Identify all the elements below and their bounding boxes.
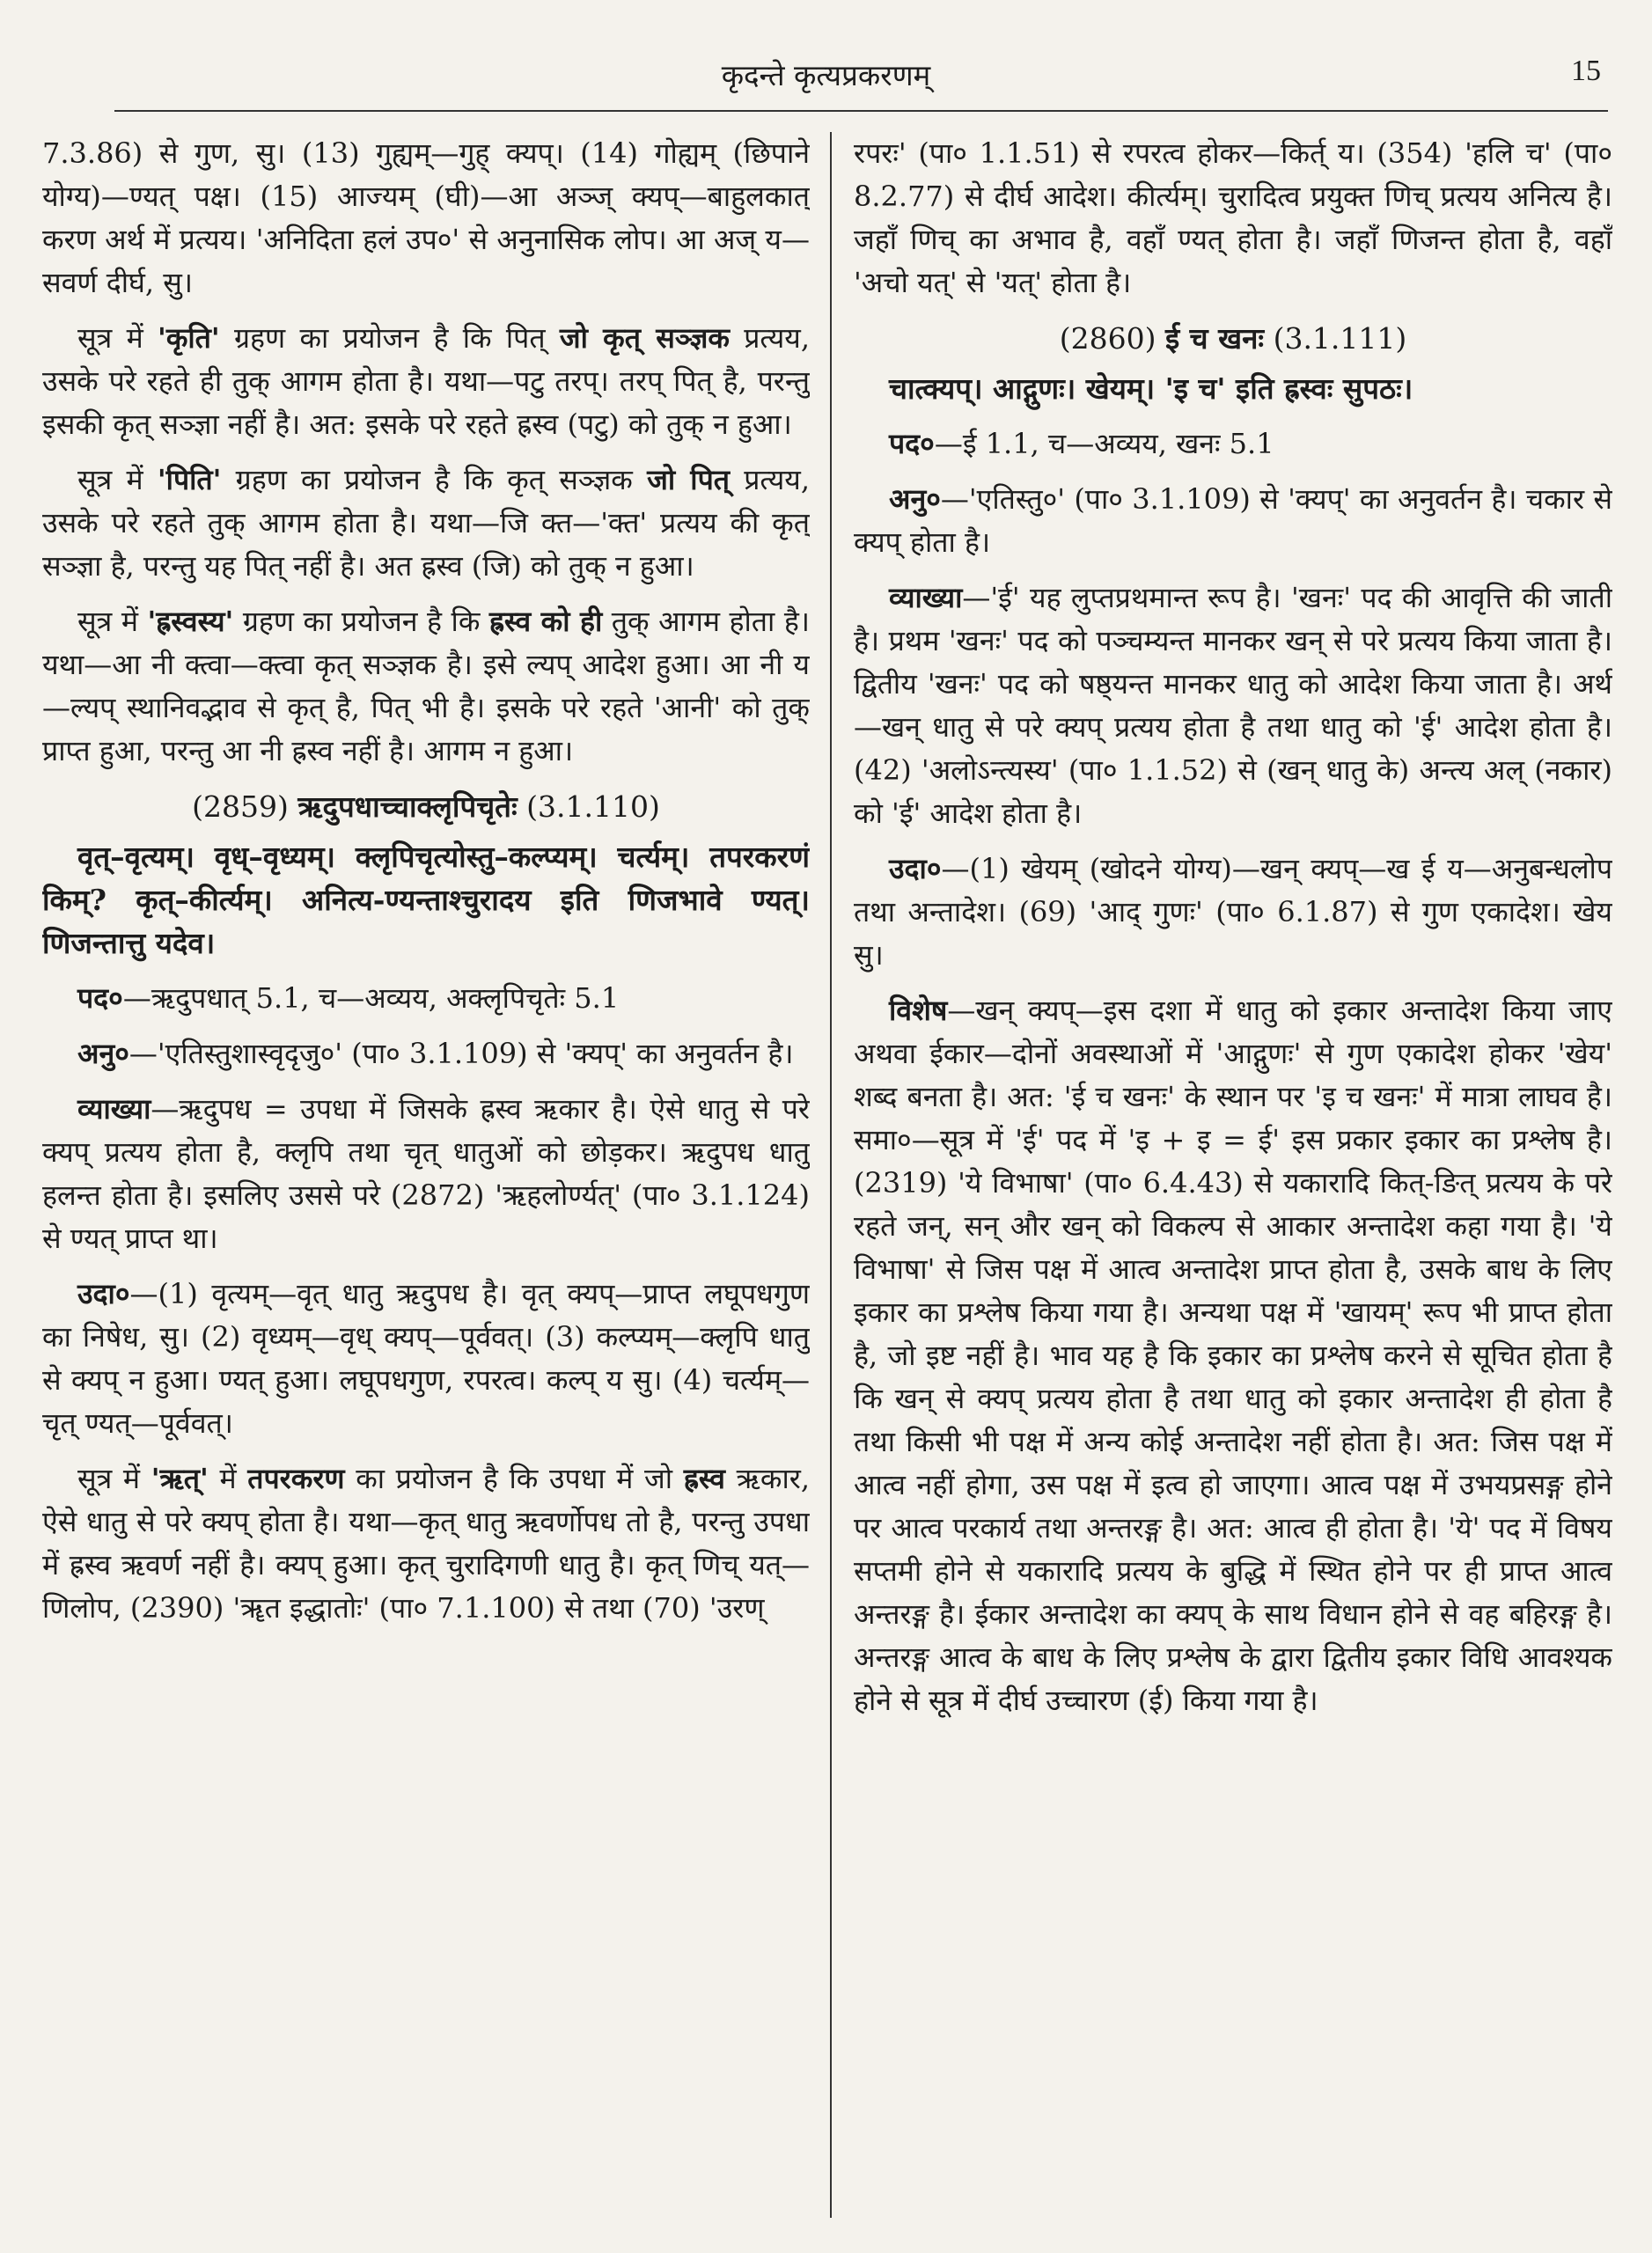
- udaharana-section: उदा०—(1) वृत्यम्—वृत् धातु ऋदुपध है। वृत् क्यप्—प्राप्त लघूपधगुण का निषेध, सु। (2) वृध्यम्—वृध् क्यप्—पूर्ववत्। (3) कल्प्यम्—क्लृपि धातु से क्यप् न हुआ। ण्यत् हुआ। लघूपधगुण, रपरत्व। कल्प् य सु। (4) चर्त्यम्—चृत् ण्यत्—पूर्ववत्।: [42, 1277, 810, 1440]
- anuvritti-section: अनु०—'एतिस्तु०' (पा० 3.1.109) से 'क्यप्' का अनुवर्तन है। चकार से क्यप् होता है।: [854, 482, 1612, 559]
- page-header: [35, 55, 1617, 107]
- vritti-text: चात्क्यप्। आद्गुणः। खेयम्। 'इ च' इति ह्रस्वः सुपठः।: [889, 371, 1413, 406]
- vishesh-section: विशेष—खन् क्यप्—इस दशा में धातु को इकार अन्तादेश किया जाए अथवा ईकार—दोनों अवस्थाओं में 'आद्गुणः' से गुण एकादेश होकर 'खेय' शब्द बनता है। अत: 'ई च खनः' के स्थान पर 'इ च खनः' में मात्रा लाघव है। समा०—सूत्र में 'ई' पद में 'इ + इ = ई' इस प्रकार इकार का प्रश्लेष है। (2319) 'ये विभाषा' (पा० 6.4.43) से यकारादि कित्-ङित् प्रत्यय के परे रहते जन्, सन् और खन् को विकल्प से आकार अन्तादेश कहा गया है। 'ये विभाषा' से जिस पक्ष में आत्व अन्तादेश प्राप्त होता है, उसके बाध के लिए इकार का प्रश्लेष किया गया है। अन्यथा पक्ष में 'खायम्' रूप भी प्राप्त होता है, जो इष्ट नहीं है। भाव यह है कि इकार का प्रश्लेष करने से सूचित होता है कि खन् से क्यप् प्रत्यय होता है तथा धातु को इकार अन्तादेश ही होता है तथा किसी भी पक्ष में अन्य कोई अन्तादेश नहीं होता है। अत: जिस पक्ष में आत्व नहीं होगा, उस पक्ष में इत्व हो जाएगा। आत्व पक्ष में उभयप्रसङ्ग होने पर आत्व परकार्य तथा अन्तरङ्ग है। अत: आत्व ही होता है। 'ये' पद में विषय सप्तमी होने से यकारादि प्रत्यय के बुद्धि में स्थित होने पर ही प्राप्त आत्व अन्तरङ्ग है। ईकार अन्तादेश का क्यप् के साथ विधान होने से वह बहिरङ्ग है। अन्तरङ्ग आत्व के बाध के लिए प्रश्लेष के द्वारा द्वितीय इकार विधि आवश्यक होने से सूत्र में दीर्घ उच्चारण (ई) किया गया है।: [854, 994, 1612, 1717]
- pada-section: पद०—ई 1.1, च—अव्यय, खनः 5.1: [889, 427, 1274, 460]
- udaharana-section: उदा०—(1) खेयम् (खोदने योग्य)—खन् क्यप्—ख ई य—अनुबन्धलोप तथा अन्तादेश। (69) 'आद् गुणः' (पा० 6.1.87) से गुण एकादेश। खेय सु।: [854, 852, 1612, 972]
- vritti-text: वृत्–वृत्यम्। वृध्–वृध्यम्। क्लृपिचृत्योस्तु–कल्प्यम्। चर्त्यम्। तपरकरणं किम्? कृत्–कीर्त्यम्। अनित्य-ण्यन्ताश्चुरादय इति णिजभावे ण्यत्। णिजन्तात्तु यदेव।: [42, 840, 810, 960]
- vyakhya-section: व्याख्या—'ई' यह लुप्तप्रथमान्त रूप है। 'खनः' पद की आवृत्ति की जाती है। प्रथम 'खनः' पद को पञ्चम्यन्त मानकर खन् से परे प्रत्यय किया जाता है। द्वितीय 'खनः' पद को षष्ठ्यन्त मानकर धातु को आदेश किया जाता है। अर्थ—खन् धातु से परे क्यप् प्रत्यय होता है तथा धातु को 'ई' आदेश होता है। (42) 'अलोऽन्त्यस्य' (पा० 1.1.52) से (खन् धातु के) अन्त्य अल् (नकार) को 'ई' आदेश होता है।: [854, 581, 1612, 830]
- page-number: 15: [1571, 55, 1601, 87]
- paragraph: सूत्र में 'ऋत्' में तपरकरण का प्रयोजन है कि उपधा में जो ह्रस्व ऋकार, ऐसे धातु से परे क्यप् होता है। यथा—कृत् धातु ऋवर्णोपध तो है, परन्तु उपधा में ह्रस्व ऋवर्ण नहीं है। क्यप् हुआ। कृत् चुरादिगणी धातु है। कृत् णिच् यत्—णिलोप, (2390) 'ॠत इद्धातोः' (पा० 7.1.100) से तथा (70) 'उरण्: [42, 1462, 810, 1625]
- header-rule: [114, 110, 1608, 112]
- paragraph: सूत्र में 'कृति' ग्रहण का प्रयोजन है कि पित् जो कृत् सञ्ज्ञक प्रत्यय, उसके परे रहते ही तुक् आगम होता है। यथा—पटु तरप्। तरप् पित् है, परन्तु इसकी कृत् सञ्ज्ञा नहीं है। अत: इसके परे रहते ह्रस्व (पटु) को तुक् न हुआ।: [42, 321, 810, 441]
- right-column: [854, 132, 1612, 2218]
- left-column: [42, 132, 810, 2218]
- anuvritti-section: अनु०—'एतिस्तुशास्वृदृजु०' (पा० 3.1.109) से 'क्यप्' का अनुवर्तन है।: [77, 1037, 794, 1070]
- running-head: कृदन्ते कृत्यप्रकरणम्: [721, 58, 931, 92]
- column-divider: [830, 132, 832, 2218]
- paragraph: सूत्र में 'ह्रस्वस्य' ग्रहण का प्रयोजन है कि ह्रस्व को ही तुक् आगम होता है। यथा—आ नी क्त्वा—क्त्वा कृत् सञ्ज्ञक है। इसे ल्यप् आदेश हुआ। आ नी य—ल्यप् स्थानिवद्भाव से कृत् है, पित् भी है। इसके परे रहते 'आनी' को तुक् प्राप्त हुआ, परन्तु आ नी ह्रस्व नहीं है। आगम न हुआ।: [42, 605, 810, 767]
- sutra-heading: (2859) ऋदुपधाच्चाक्लृपिचृतेः (3.1.110): [192, 789, 660, 824]
- paragraph: रपरः' (पा० 1.1.51) से रपरत्व होकर—किर्त् य। (354) 'हलि च' (पा० 8.2.77) से दीर्घ आदेश। कीर्त्यम्। चुरादित्व प्रयुक्त णिच् प्रत्यय अनित्य है। जहाँ णिच् का अभाव है, वहाँ ण्यत् होता है। जहाँ णिजन्त होता है, वहाँ 'अचो यत्' से 'यत्' होता है।: [854, 136, 1612, 299]
- vyakhya-section: व्याख्या—ऋदुपध = उपधा में जिसके ह्रस्व ऋकार है। ऐसे धातु से परे क्यप् प्रत्यय होता है, क्लृपि तथा चृत् धातुओं को छोड़कर। ऋदुपध धातु हलन्त होता है। इसलिए उससे परे (2872) 'ऋहलोर्ण्यत्' (पा० 3.1.124) से ण्यत् प्राप्त था।: [42, 1092, 810, 1255]
- pada-section: पद०—ऋदुपधात् 5.1, च—अव्यय, अक्लृपिचृतेः 5.1: [77, 981, 620, 1015]
- paragraph: सूत्र में 'पिति' ग्रहण का प्रयोजन है कि कृत् सञ्ज्ञक जो पित् प्रत्यय, उसके परे रहते तुक् आगम होता है। यथा—जि क्त—'क्त' प्रत्यय की कृत् सञ्ज्ञा है, परन्तु यह पित् नहीं है। अत ह्रस्व (जि) को तुक् न हुआ।: [42, 463, 810, 583]
- paragraph: 7.3.86) से गुण, सु। (13) गुह्यम्—गुह् क्यप्। (14) गोह्यम् (छिपाने योग्य)—ण्यत् पक्ष। (15) आज्यम् (घी)—आ अञ्ज् क्यप्—बाहुलकात् करण अर्थ में प्रत्यय। 'अनिदिता हलं उप०' से अनुनासिक लोप। आ अज् य—सवर्ण दीर्घ, सु।: [42, 136, 810, 299]
- sutra-heading: (2860) ई च खनः (3.1.111): [1059, 321, 1407, 356]
